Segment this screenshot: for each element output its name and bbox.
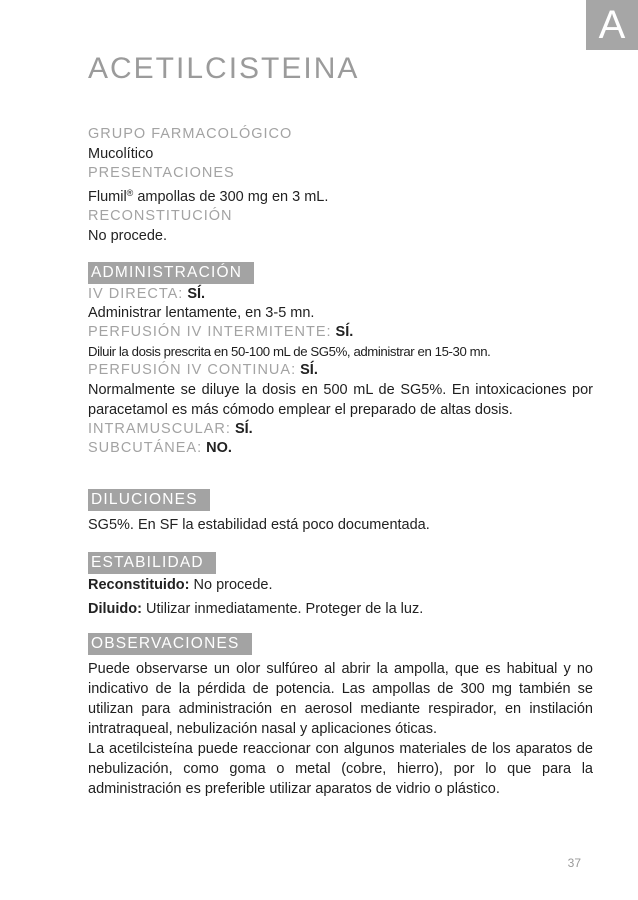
sc-label: SUBCUTÁNEA: (88, 440, 203, 456)
reconstituido-label: Reconstituido: (88, 577, 190, 593)
grupo-label: GRUPO FARMACOLÓGICO (88, 126, 293, 142)
perf-int-text: Diluir la dosis prescrita en 50-100 mL de SG5%, administrar en 15-30 mn. (88, 344, 491, 359)
iv-directa-row (88, 285, 593, 304)
perf-int-label: PERFUSIÓN IV INTERMITENTE: (88, 324, 332, 340)
page-number: 37 (567, 856, 581, 870)
presentaciones-value (88, 183, 593, 207)
observaciones-para1: Puede observarse un olor sulfúreo al abrir la ampolla, que es habitual y no indicativo de la pérdida de potencia. Las ampollas de 300 mg también se utilizan para administración en aerosol mediante respirador, en instilación intratraqueal, nebulización nasal y aplicaciones óticas. (88, 661, 593, 737)
diluciones-section (88, 489, 593, 535)
diluido-value: Utilizar inmediatamente. Proteger de la luz. (141, 601, 424, 617)
administracion-section (88, 262, 593, 458)
reconstitucion-label: RECONSTITUCIÓN (88, 208, 233, 224)
perf-int-value: SÍ. (335, 324, 354, 340)
im-row (88, 420, 593, 439)
sc-row (88, 439, 593, 458)
perf-cont-row (88, 361, 593, 380)
observaciones-section (88, 633, 593, 799)
perf-cont-value: SÍ. (300, 362, 318, 378)
perf-cont-label: PERFUSIÓN IV CONTINUA: (88, 362, 297, 378)
presentaciones-label: PRESENTACIONES (88, 165, 235, 181)
registered-mark: ® (126, 188, 134, 198)
reconstituido-row (88, 575, 593, 595)
grupo-value: Mucolítico (88, 146, 154, 162)
observaciones-para2: La acetilcisteína puede reaccionar con algunos materiales de los aparatos de nebulización, como goma o metal (cobre, hierro), por lo que para la administración es preferible utilizar aparatos de vidrio o plástico. (88, 741, 593, 797)
observaciones-heading: OBSERVACIONES (88, 633, 252, 655)
diluido-label: Diluido: (88, 601, 142, 617)
perf-cont-text: Normalmente se diluye la dosis en 500 mL de SG5%. En intoxicaciones por paracetamol es más cómodo emplear el preparado de altas dosis. (88, 382, 593, 418)
im-value: SÍ. (234, 421, 253, 437)
diluciones-text: SG5%. En SF la estabilidad está poco documentada. (88, 517, 430, 533)
perf-int-row (88, 323, 593, 342)
estabilidad-section (88, 552, 593, 619)
reconstituido-value: No procede. (189, 577, 273, 593)
reconstitucion-value: No procede. (88, 228, 167, 244)
presentaciones-text: ampollas de 300 mg en 3 mL. (133, 189, 329, 205)
drug-info (88, 125, 593, 246)
im-label: INTRAMUSCULAR: (88, 421, 231, 437)
diluciones-heading: DILUCIONES (88, 489, 210, 511)
iv-directa-value: SÍ. (187, 286, 206, 302)
estabilidad-heading: ESTABILIDAD (88, 552, 216, 574)
sc-value: NO. (206, 440, 232, 456)
iv-directa-label: IV DIRECTA: (88, 286, 184, 302)
brand-name: Flumil (88, 189, 127, 205)
drug-title: ACETILCISTEINA (88, 52, 360, 85)
iv-directa-text: Administrar lentamente, en 3-5 mn. (88, 305, 315, 321)
diluido-row (88, 599, 593, 619)
section-letter-tab: A (586, 0, 638, 50)
administracion-heading: ADMINISTRACIÓN (88, 262, 254, 284)
